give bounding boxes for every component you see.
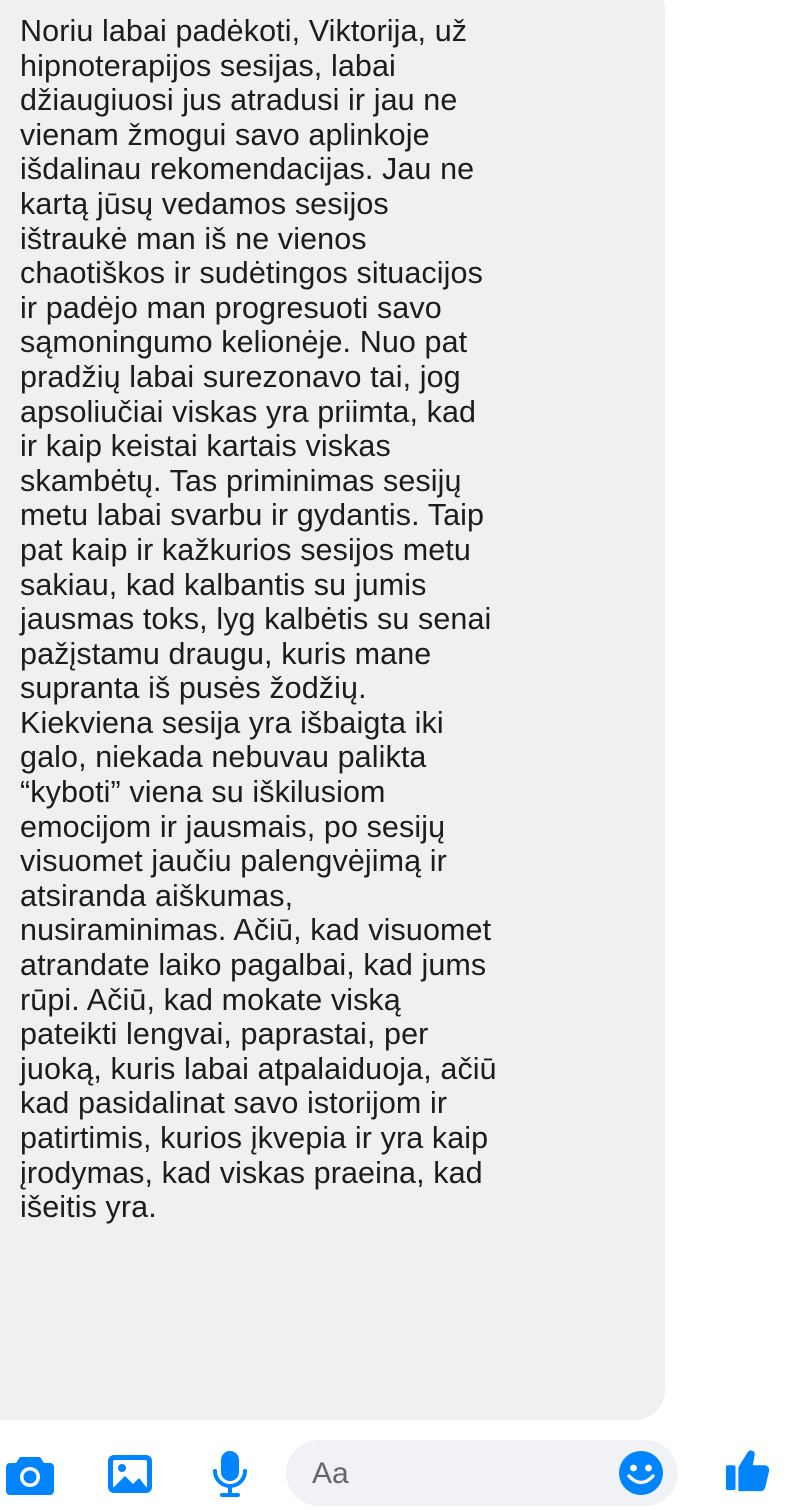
- message-line: sakiau, kad kalbantis su jumis: [20, 567, 427, 602]
- message-line: ištraukė man iš ne vienos: [20, 221, 367, 256]
- message-line: pažįstamu draugu, kuris mane: [20, 636, 432, 671]
- message-line: supranta iš pusės žodžių.: [20, 671, 367, 706]
- message-line: juoką, kuris labai atpalaiduoja, ačiū: [20, 1051, 497, 1086]
- message-line: chaotiškos ir sudėtingos situacijos: [20, 256, 483, 291]
- message-line: atsiranda aiškumas,: [20, 878, 294, 913]
- message-line: išeitis yra.: [20, 1190, 157, 1225]
- message-line: Kiekviena sesija yra išbaigta iki: [20, 705, 444, 740]
- message-line: rūpi. Ačiū, kad mokate viską: [20, 982, 401, 1017]
- message-line: emocijom ir jausmais, po sesijų: [20, 809, 446, 844]
- message-line: išdalinau rekomendacijas. Jau ne: [20, 152, 475, 187]
- message-line: pradžių labai surezonavo tai, jog: [20, 359, 461, 394]
- message-line: pat kaip ir kažkurios sesijos metu: [20, 532, 471, 567]
- message-line: ir padėjo man progresuoti savo: [20, 290, 442, 325]
- camera-icon[interactable]: [6, 1450, 54, 1498]
- message-line: “kyboti” viena su iškilusiom: [20, 775, 386, 810]
- message-line: nusiraminimas. Ačiū, kad visuomet: [20, 913, 492, 948]
- message-input-pill[interactable]: [286, 1440, 678, 1506]
- message-line: sąmoningumo kelionėje. Nuo pat: [20, 325, 468, 360]
- message-line: apsoliučiai viskas yra priimta, kad: [20, 394, 477, 429]
- message-line: skambėtų. Tas priminimas sesijų: [20, 463, 462, 498]
- thumbs-up-icon[interactable]: [724, 1446, 772, 1494]
- message-line: kad pasidalinat savo istorijom ir: [20, 1086, 448, 1121]
- message-line: visuomet jaučiu palengvėjimą ir: [20, 844, 447, 879]
- microphone-icon[interactable]: [206, 1450, 254, 1498]
- message-input[interactable]: [310, 1440, 614, 1508]
- message-line: patirtimis, kurios įkvepia ir yra kaip: [20, 1121, 489, 1155]
- message-line: atrandate laiko pagalbai, kad jums: [20, 948, 487, 983]
- message-composer: [0, 1440, 797, 1510]
- message-line: vienam žmogui savo aplinkoje: [20, 117, 430, 152]
- message-line: hipnoterapijos sesijas, labai: [20, 48, 396, 83]
- message-line: metu labai svarbu ir gydantis. Taip: [20, 498, 485, 533]
- gallery-icon[interactable]: [106, 1450, 154, 1498]
- message-line: kartą jūsų vedamos sesijos: [20, 186, 389, 221]
- message-line: jausmas toks, lyg kalbėtis su senai: [20, 602, 492, 637]
- message-line: galo, niekada nebuvau palikta: [20, 740, 427, 775]
- message-line: įrodymas, kad viskas praeina, kad: [20, 1155, 483, 1190]
- message-line: džiaugiuosi jus atradusi ir jau ne: [20, 83, 458, 118]
- message-line: pateikti lengvai, paprastai, per: [20, 1017, 429, 1052]
- message-line: ir kaip keistai kartais viskas: [20, 429, 391, 464]
- emoji-icon[interactable]: [618, 1450, 664, 1496]
- message-line: Noriu labai padėkoti, Viktorija, už: [20, 14, 468, 48]
